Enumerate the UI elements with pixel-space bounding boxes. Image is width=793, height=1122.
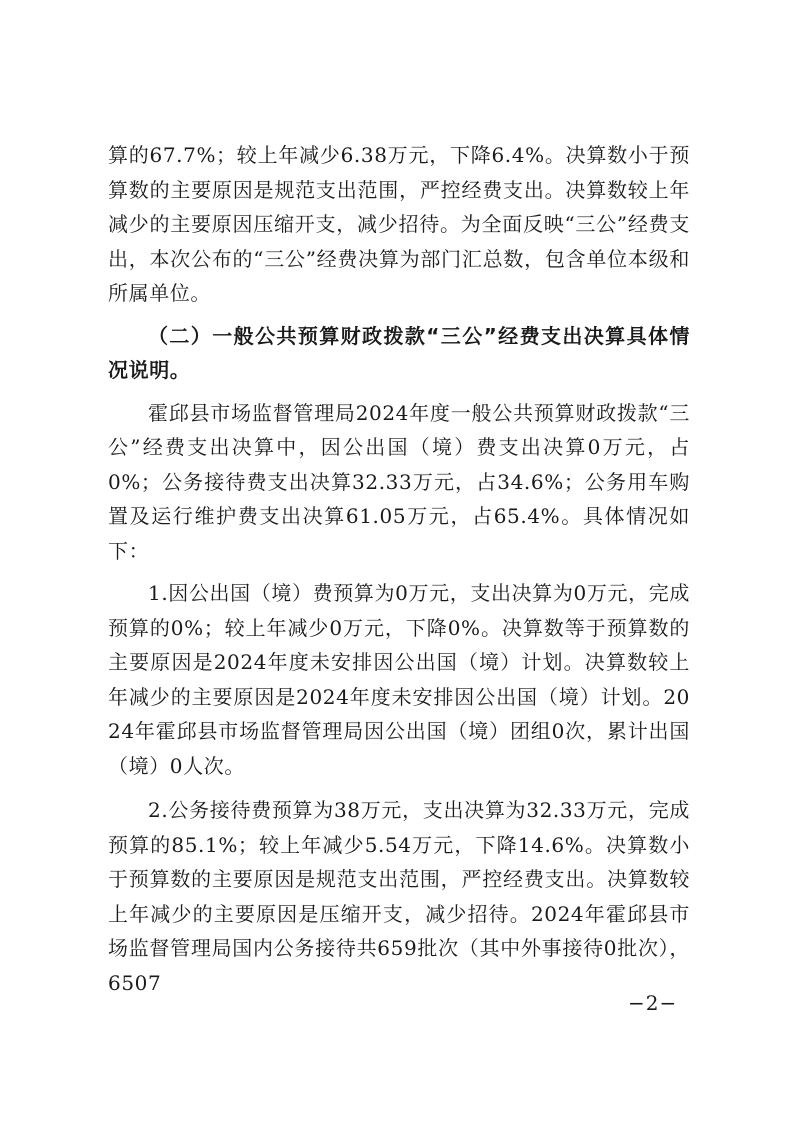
section-heading: （二）一般公共预算财政拨款“三公”经费支出决算具体情况说明。 <box>108 323 690 382</box>
body-text <box>108 138 690 1000</box>
paragraph-continuation: 算的67.7%；较上年减少6.38万元，下降6.4%。决算数小于预算数的主要原因是规范支出范围，严控经费支出。决算数较上年减少的主要原因压缩开支，减少招待。为全面反映“三公”经费支出，本次公布的“三公”经费决算为部门汇总数，包含单位本级和所属单位。 <box>108 143 690 305</box>
paragraph-reception: 2.公务接待费预算为38万元，支出决算为32.33万元，完成预算的85.1%；较上年减少5.54万元，下降14.6%。决算数小于预算数的主要原因是规范支出范围，严控经费支出。决算数较上年减少的主要原因是压缩开支，减少招待。2024年霍邱县市场监督管理局国内公务接待共659批次（其中外事接待0批次），6507 <box>108 798 690 995</box>
page-number: −2− <box>628 991 678 1015</box>
paragraph-summary: 霍邱县市场监督管理局2024年度一般公共预算财政拨款“三公”经费支出决算中，因公出国（境）费支出决算0万元，占0%；公务接待费支出决算32.33万元，占34.6%；公务用车购置及运行维护费支出决算61.05万元，占65.4%。具体情况如下： <box>108 400 690 563</box>
paragraph-overseas-travel: 1.因公出国（境）费预算为0万元，支出决算为0万元，完成预算的0%；较上年减少0万元，下降0%。决算数等于预算数的主要原因是2024年度未安排因公出国（境）计划。决算数较上年减少的主要原因是2024年度未安排因公出国（境）计划。2024年霍邱县市场监督管理局因公出国（境）团组0次，累计出国（境）0人次。 <box>108 581 690 778</box>
